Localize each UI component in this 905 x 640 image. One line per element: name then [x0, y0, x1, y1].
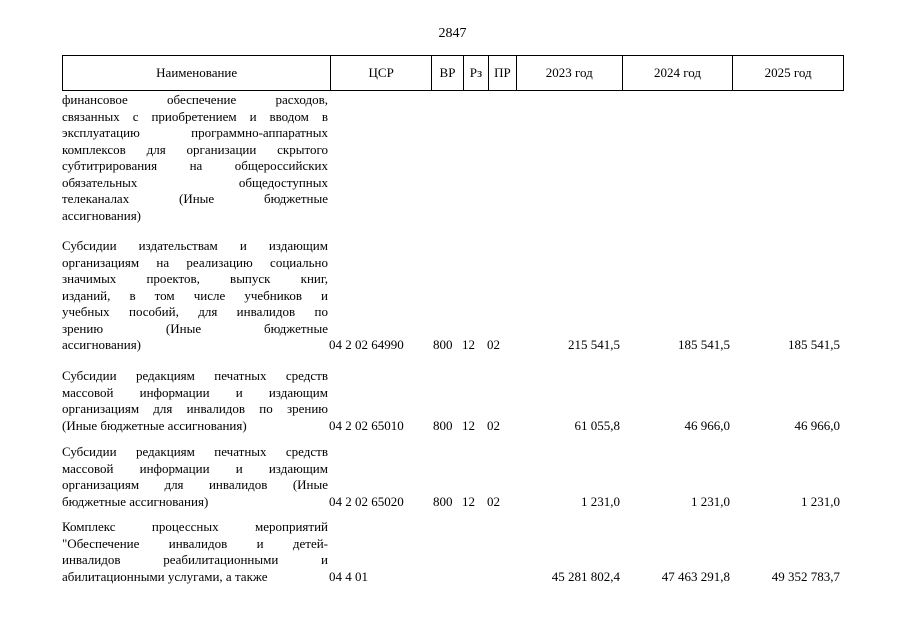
- row-name-line: организациям на реализацию социально: [62, 254, 328, 270]
- row-name: [62, 92, 328, 224]
- row-csr: 04 2 02 64990: [329, 337, 404, 352]
- header-name: Наименование: [63, 56, 331, 90]
- header-pr: ПР: [489, 56, 517, 90]
- row-rz: 12: [462, 493, 475, 509]
- header-csr: ЦСР: [331, 56, 432, 90]
- row-2025: 185 541,5: [788, 337, 840, 352]
- row-pr: 02: [487, 337, 500, 352]
- header-2024: 2024 год: [623, 56, 734, 90]
- row-2024: 1 231,0: [691, 493, 730, 509]
- row-name-line: финансовое обеспечение расходов,: [62, 92, 328, 107]
- row-name-line: учебных пособий, для инвалидов по: [62, 304, 328, 319]
- row-name-line: массовой информации и издающим: [62, 384, 328, 400]
- header-2025: 2025 год: [764, 65, 812, 80]
- row-name-line: изданий, в том числе учебников и: [62, 287, 328, 303]
- row-name-line: бюджетные ассигнования): [62, 493, 209, 509]
- row-name-line: Комплекс процессных мероприятий: [62, 519, 328, 534]
- row-2025: 1 231,0: [801, 493, 840, 509]
- row-name: [62, 519, 328, 585]
- row-name-line: массовой информации и издающим: [62, 460, 328, 476]
- row-2023: 61 055,8: [574, 417, 620, 433]
- row-pr: 02: [487, 417, 500, 433]
- row-name-line: организациям для инвалидов по зрению: [62, 401, 328, 416]
- row-rz: 12: [462, 337, 475, 352]
- row-name-line: ассигнования): [62, 337, 142, 352]
- row-name: [62, 444, 328, 510]
- row-csr: 04 4 01: [329, 568, 368, 584]
- table-row: [62, 519, 844, 585]
- table-row: [62, 444, 844, 510]
- table-row: [62, 368, 844, 434]
- row-2023: 1 231,0: [581, 493, 620, 509]
- row-2025: 46 966,0: [794, 417, 840, 433]
- row-2024: 46 966,0: [684, 417, 730, 433]
- row-name-line: Субсидии редакциям печатных средств: [62, 368, 328, 383]
- row-name-line: значимых проектов, выпуск книг,: [62, 271, 328, 286]
- row-2025: 49 352 783,7: [771, 568, 840, 584]
- row-name-line: инвалидов реабилитационными и: [62, 552, 328, 567]
- table-row: [62, 238, 844, 354]
- row-name-line: эксплуатацию программно-аппаратных: [62, 125, 328, 140]
- row-csr: 04 2 02 65010: [329, 417, 404, 433]
- row-vr: 800: [433, 417, 453, 433]
- row-name-line: Субсидии редакциям печатных средств: [62, 444, 328, 459]
- row-name-line: обязательных общедоступных: [62, 174, 328, 190]
- row-name-line: (Иные бюджетные ассигнования): [62, 417, 247, 433]
- row-name-line: организациям для инвалидов (Иные: [62, 477, 328, 492]
- row-name-line: зрению (Иные бюджетные: [62, 320, 328, 336]
- row-name-line: субтитрирования на общероссийских: [62, 158, 328, 173]
- row-name-line: Субсидии издательствам и издающим: [62, 238, 328, 253]
- row-2024: 47 463 291,8: [661, 568, 730, 584]
- row-vr: 800: [433, 493, 453, 509]
- row-rz: 12: [462, 417, 475, 433]
- row-2023: 215 541,5: [568, 337, 620, 352]
- row-name-line: "Обеспечение инвалидов и детей-: [62, 535, 328, 551]
- row-name-line: абилитационными услугами, а также: [62, 568, 268, 584]
- row-name-line: телеканалах (Иные бюджетные: [62, 191, 328, 206]
- table-header: [62, 55, 844, 91]
- table-row: [62, 92, 844, 224]
- header-2023: 2023 год: [517, 56, 623, 90]
- row-name-line: комплексов для организации скрытого: [62, 141, 328, 157]
- row-name-line: связанных с приобретением и вводом в: [62, 108, 328, 124]
- header-rz: Рз: [464, 56, 489, 90]
- row-csr: 04 2 02 65020: [329, 493, 404, 509]
- row-name: [62, 368, 328, 434]
- row-2024: 185 541,5: [678, 337, 730, 352]
- row-name: [62, 238, 328, 354]
- row-pr: 02: [487, 493, 500, 509]
- header-vr: ВР: [432, 56, 464, 90]
- row-vr: 800: [433, 337, 453, 352]
- page-number: 2847: [438, 26, 467, 41]
- row-2023: 45 281 802,4: [551, 568, 620, 584]
- row-name-line: ассигнования): [62, 207, 142, 223]
